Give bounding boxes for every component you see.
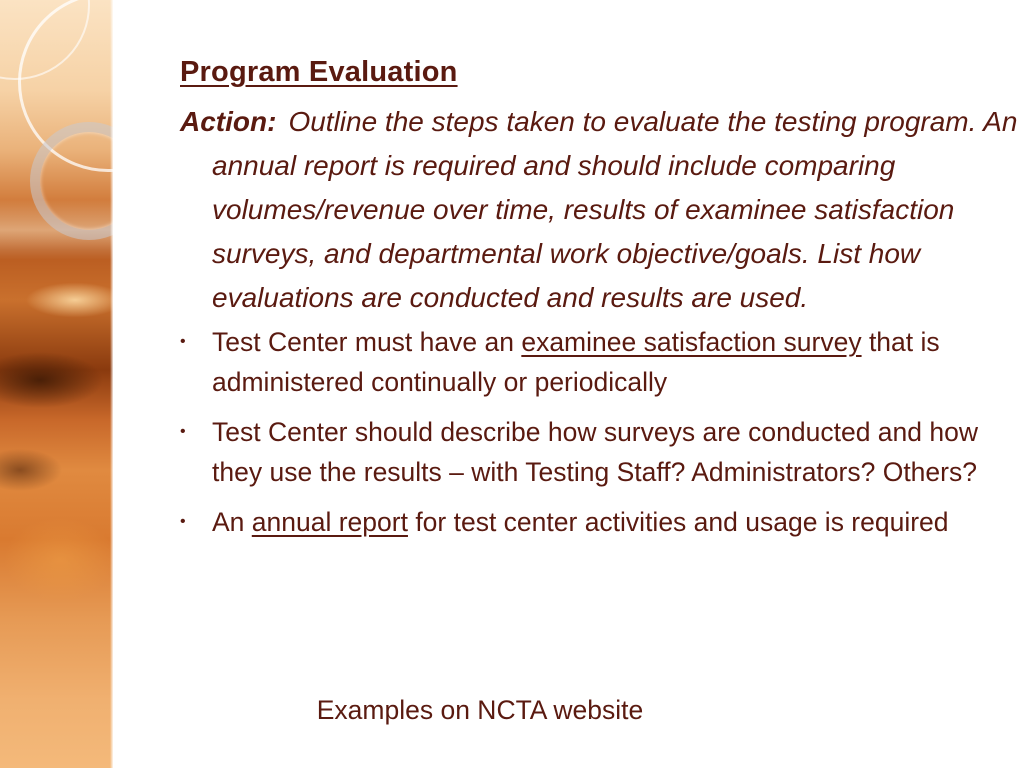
survey-link[interactable]: examinee satisfaction survey [521, 327, 862, 357]
strip-edge [110, 0, 113, 768]
action-paragraph [180, 100, 1024, 320]
examples-note: Examples on NCTA website [316, 695, 644, 725]
bullet-item-describe [180, 412, 992, 492]
bullet-icon: • [180, 513, 186, 530]
bullet-item-annual-report [180, 502, 992, 542]
annual-report-link[interactable]: annual report [251, 507, 408, 537]
bullet-text: Test Center must have an [212, 327, 522, 357]
bullet-text: that is administered continually or periodically [212, 327, 940, 397]
bullet-text: for test center activities and usage is required [407, 507, 949, 537]
slide-body [180, 54, 1018, 552]
bullet-item-survey [180, 322, 992, 402]
bullet-icon: • [180, 423, 186, 440]
bullet-text: Test Center should describe how surveys are conducted and how they use the results – with Testing Staff? Administrators? Others? [212, 417, 978, 487]
action-text: Outline the steps taken to evaluate the testing program. An annual report is required and should include comparing volumes/revenue over time, results of examinee satisfaction surveys, and departmental work objective/goals. List how evaluations are conducted and results are used. [212, 106, 1018, 313]
bullet-text: An [212, 507, 252, 537]
action-lead: Action: [180, 106, 277, 137]
decorative-photo-strip [0, 0, 113, 768]
bullet-icon: • [180, 333, 186, 350]
bullet-list [180, 322, 1000, 542]
slide-title: Program Evaluation [180, 56, 458, 88]
